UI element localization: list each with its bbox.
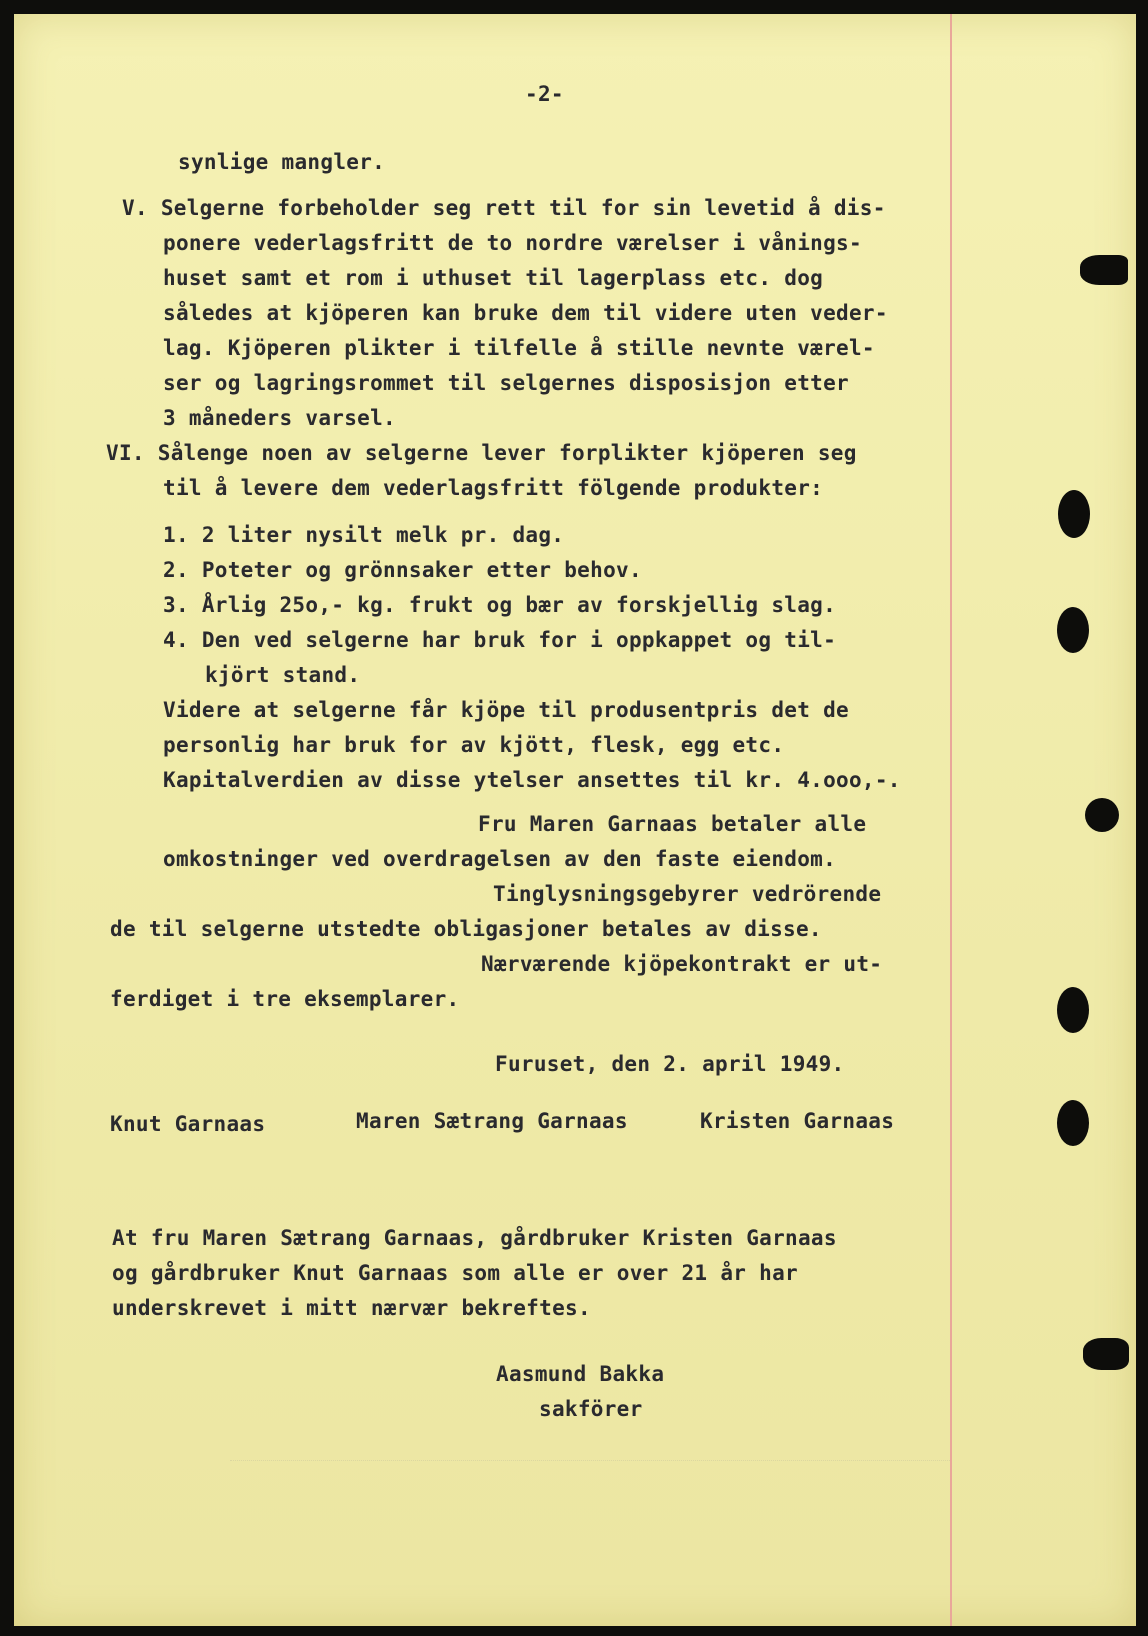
binder-hole <box>1080 255 1128 285</box>
binder-hole <box>1083 1338 1129 1370</box>
list-item: 4. Den ved selgerne har bruk for i oppkappet og til- <box>163 628 837 652</box>
witness-title: sakförer <box>539 1397 643 1421</box>
text-line: ser og lagringsrommet til selgernes disposisjon etter <box>163 371 849 395</box>
binder-hole <box>1057 1100 1089 1146</box>
text-line: lag. Kjöperen plikter i tilfelle å stille nevnte værel- <box>163 336 875 360</box>
text-line: huset samt et rom i uthuset til lagerplass etc. dog <box>163 266 824 290</box>
text-line: til å levere dem vederlagsfritt fölgende produkter: <box>163 476 824 500</box>
binder-hole <box>1058 490 1090 538</box>
bleed-through <box>230 1460 950 1581</box>
binder-hole <box>1057 987 1089 1033</box>
text-line: ferdiget i tre eksemplarer. <box>110 987 460 1011</box>
list-item: 1. 2 liter nysilt melk pr. dag. <box>163 523 565 547</box>
text-line: V. Selgerne forbeholder seg rett til for sin levetid å dis- <box>122 196 886 220</box>
witness-name: Aasmund Bakka <box>496 1362 665 1386</box>
text-line: Videre at selgerne får kjöpe til produsentpris det de <box>163 698 849 722</box>
text-line: Fru Maren Garnaas betaler alle <box>478 812 867 836</box>
text-line: ponere vederlagsfritt de to nordre værelser i vånings- <box>163 231 862 255</box>
signature-kristen: Kristen Garnaas <box>700 1109 895 1133</box>
text-line: Kapitalverdien av disse ytelser ansettes til kr. 4.ooo,-. <box>163 768 901 792</box>
binder-hole <box>1085 798 1119 832</box>
list-item: kjört stand. <box>205 663 361 687</box>
text-line: de til selgerne utstedte obligasjoner betales av disse. <box>110 917 822 941</box>
text-line: Tinglysningsgebyrer vedrörende <box>493 882 882 906</box>
text-line: 3 måneders varsel. <box>163 406 396 430</box>
text-line: således at kjöperen kan bruke dem til videre uten veder- <box>163 301 888 325</box>
date-place-line: Furuset, den 2. april 1949. <box>495 1052 845 1076</box>
signature-maren: Maren Sætrang Garnaas <box>356 1109 628 1133</box>
page-number: -2- <box>525 82 564 106</box>
list-item: 3. Årlig 25o,- kg. frukt og bær av forskjellig slag. <box>163 593 837 617</box>
list-item: 2. Poteter og grönnsaker etter behov. <box>163 558 642 582</box>
text-line: synlige mangler. <box>178 150 386 174</box>
text-line: VI. Sålenge noen av selgerne lever forplikter kjöperen seg <box>106 441 857 465</box>
text-line: Nærværende kjöpekontrakt er ut- <box>481 952 883 976</box>
certification-line: underskrevet i mitt nærvær bekreftes. <box>112 1296 591 1320</box>
text-line: personlig har bruk for av kjött, flesk, egg etc. <box>163 733 785 757</box>
signature-knut: Knut Garnaas <box>110 1112 266 1136</box>
binder-hole <box>1057 607 1089 653</box>
margin-rule <box>950 14 952 1626</box>
certification-line: At fru Maren Sætrang Garnaas, gårdbruker Kristen Garnaas <box>112 1226 837 1250</box>
certification-line: og gårdbruker Knut Garnaas som alle er over 21 år har <box>112 1261 798 1285</box>
text-line: omkostninger ved overdragelsen av den faste eiendom. <box>163 847 837 871</box>
